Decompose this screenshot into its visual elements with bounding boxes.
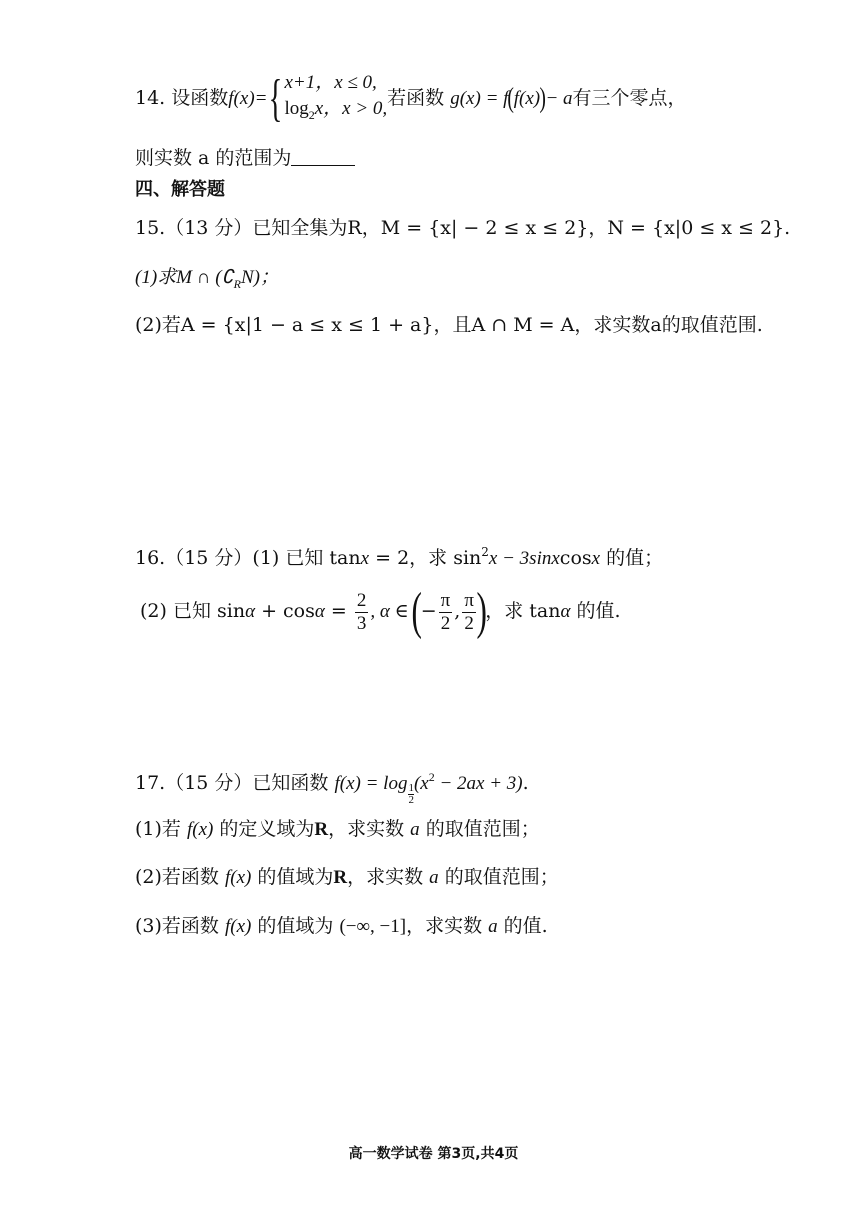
q16-frac-pi-half-1: $\frac{\pi}{2}$ bbox=[440, 589, 451, 634]
page-footer: 高一数学试卷 第3页,共4页 bbox=[348, 1146, 519, 1162]
q14-gx: g(x) = f bbox=[450, 88, 509, 109]
q17-part1: (1)若 f(x) 的定义域为R，求实数 a 的取值范围； bbox=[135, 818, 540, 840]
q14-number: 14. bbox=[135, 87, 172, 109]
q14-fx: f(x)= bbox=[228, 88, 268, 109]
q14-line2-text: 则实数 a 的范围为 bbox=[135, 147, 292, 169]
q14-text2: 若函数 bbox=[387, 87, 445, 109]
section-heading: 四、解答题 bbox=[135, 179, 225, 200]
q16-frac-two-thirds: $\frac{2}{3}$ bbox=[356, 589, 367, 634]
q16-part2: (2) 已知 sinα + cosα = $\frac{2}{3}$ , α ∈ (− $\frac{\pi}{2}$ , $\frac{\pi}{2}$ )，求 tanα 的值. bbox=[140, 583, 621, 640]
q14-cases bbox=[284, 70, 387, 128]
q14-text1: 设函数 bbox=[171, 87, 229, 109]
q14-case2: $\log_2x$，x > 0, bbox=[284, 98, 388, 122]
q14-inner: f(x) bbox=[513, 88, 541, 109]
q17-head: 17.（15 分）已知函数 f(x) = log $\frac{1}{2}$ $(x^2 - 2ax + 3)$. bbox=[135, 770, 529, 806]
q14-line1: 14. 设函数f(x)={ x+1，x ≤ 0, $\log_2x$，x > 0, 若函数 g(x) = f(f(x))− a有三个零点， bbox=[135, 70, 687, 127]
q16-frac-pi-half-2: $\frac{\pi}{2}$ bbox=[464, 589, 474, 634]
q15-part2: (2)若A = {x|1 − a ≤ x ≤ 1 + a}，且A ∩ M = A，求实数a的取值范围. bbox=[135, 314, 763, 336]
q16-part1: 16.（15 分）(1) 已知 tanx = 2，求 $\sin^2x$ − 3sinxcosx 的值； bbox=[135, 545, 664, 569]
q14-text3: 有三个零点， bbox=[572, 87, 687, 109]
q15-part1: (1)求M ∩ $(∁_RN)$； bbox=[135, 267, 279, 291]
q15-head: 15.（13 分）已知全集为R，M = {x| − 2 ≤ x ≤ 2}，N = {x|0 ≤ x ≤ 2}. bbox=[135, 217, 791, 239]
q17-part2: (2)若函数 f(x) 的值域为R，求实数 a 的取值范围； bbox=[135, 866, 559, 888]
q14-minus-a: − a bbox=[545, 88, 573, 109]
q17-log-base: $\frac{1}{2}$ bbox=[408, 782, 414, 806]
q14-brace: { bbox=[269, 70, 283, 127]
q17-part3: (3)若函数 f(x) 的值域为 (−∞, −1]，求实数 a 的值. bbox=[135, 915, 548, 937]
q14-case1: x+1，x ≤ 0, bbox=[284, 72, 377, 93]
q14-answer-blank[interactable] bbox=[291, 147, 355, 166]
q14-line2 bbox=[135, 146, 355, 170]
